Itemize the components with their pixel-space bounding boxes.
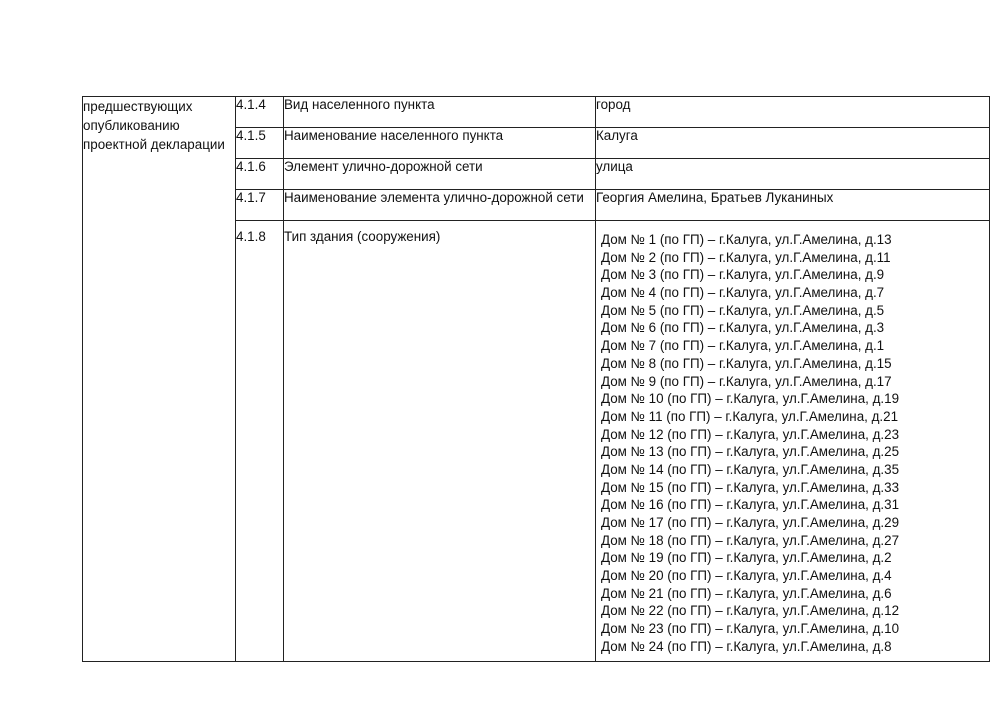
- house-list-item: Дом № 6 (по ГП) – г.Калуга, ул.Г.Амелина, д.3: [601, 320, 885, 336]
- row-code: 4.1.6: [236, 159, 284, 190]
- house-list-item: Дом № 23 (по ГП) – г.Калуга, ул.Г.Амелина, д.10: [601, 621, 900, 637]
- table-row-4-1-4: [83, 97, 990, 128]
- house-list-item: Дом № 13 (по ГП) – г.Калуга, ул.Г.Амелина, д.25: [601, 444, 900, 460]
- row-name: Вид населенного пункта: [284, 97, 596, 128]
- row-code: 4.1.4: [236, 97, 284, 128]
- section-label-cell: [83, 97, 236, 662]
- declaration-table: [82, 96, 990, 662]
- row-name: Элемент улично-дорожной сети: [284, 159, 596, 190]
- house-list-item: Дом № 14 (по ГП) – г.Калуга, ул.Г.Амелина, д.35: [601, 461, 900, 477]
- house-list-item: Дом № 2 (по ГП) – г.Калуга, ул.Г.Амелина, д.11: [601, 249, 891, 265]
- house-list-item: Дом № 8 (по ГП) – г.Калуга, ул.Г.Амелина, д.15: [601, 355, 892, 371]
- house-list-item: Дом № 24 (по ГП) – г.Калуга, ул.Г.Амелина, д.8: [601, 638, 892, 654]
- row-name: Наименование элемента улично-дорожной сети: [284, 190, 596, 221]
- row-code: 4.1.5: [236, 128, 284, 159]
- row-code: 4.1.7: [236, 190, 284, 221]
- row-value: Калуга: [596, 128, 990, 159]
- house-list-item: Дом № 1 (по ГП) – г.Калуга, ул.Г.Амелина, д.13: [601, 232, 892, 247]
- row-name: Тип здания (сооружения): [284, 221, 596, 662]
- house-list-item: Дом № 7 (по ГП) – г.Калуга, ул.Г.Амелина, д.1: [601, 338, 885, 354]
- row-name: Наименование населенного пункта: [284, 128, 596, 159]
- row-value: город: [596, 97, 990, 128]
- house-list-item: Дом № 5 (по ГП) – г.Калуга, ул.Г.Амелина, д.5: [601, 302, 885, 318]
- row-value: улица: [596, 159, 990, 190]
- house-list-item: Дом № 15 (по ГП) – г.Калуга, ул.Г.Амелина, д.33: [601, 479, 900, 495]
- section-label: предшествующих опубликованию проектной декларации: [83, 99, 225, 152]
- house-list-item: Дом № 4 (по ГП) – г.Калуга, ул.Г.Амелина, д.7: [601, 285, 885, 301]
- house-list-item: Дом № 12 (по ГП) – г.Калуга, ул.Г.Амелина, д.23: [601, 426, 900, 442]
- house-list-cell: [596, 221, 990, 662]
- house-list-item: Дом № 18 (по ГП) – г.Калуга, ул.Г.Амелина, д.27: [601, 532, 900, 548]
- house-list-item: Дом № 17 (по ГП) – г.Калуга, ул.Г.Амелина, д.29: [601, 515, 900, 530]
- house-list-item: Дом № 10 (по ГП) – г.Калуга, ул.Г.Амелина, д.19: [601, 391, 900, 407]
- row-code: 4.1.8: [236, 221, 284, 662]
- house-list-item: Дом № 3 (по ГП) – г.Калуга, ул.Г.Амелина, д.9: [601, 267, 885, 283]
- house-list-item: Дом № 11 (по ГП) – г.Калуга, ул.Г.Амелина, д.21: [601, 408, 899, 424]
- house-list-item: Дом № 19 (по ГП) – г.Калуга, ул.Г.Амелина, д.2: [601, 550, 892, 566]
- house-list-item: Дом № 20 (по ГП) – г.Калуга, ул.Г.Амелина, д.4: [601, 568, 892, 584]
- house-list-item: Дом № 22 (по ГП) – г.Калуга, ул.Г.Амелина, д.12: [601, 603, 900, 619]
- house-list-item: Дом № 16 (по ГП) – г.Калуга, ул.Г.Амелина, д.31: [601, 497, 900, 513]
- house-list-item: Дом № 9 (по ГП) – г.Калуга, ул.Г.Амелина, д.17: [601, 373, 892, 389]
- house-list: [601, 231, 989, 656]
- house-list-item: Дом № 21 (по ГП) – г.Калуга, ул.Г.Амелина, д.6: [601, 585, 892, 601]
- row-value: Георгия Амелина, Братьев Луканиных: [596, 190, 990, 221]
